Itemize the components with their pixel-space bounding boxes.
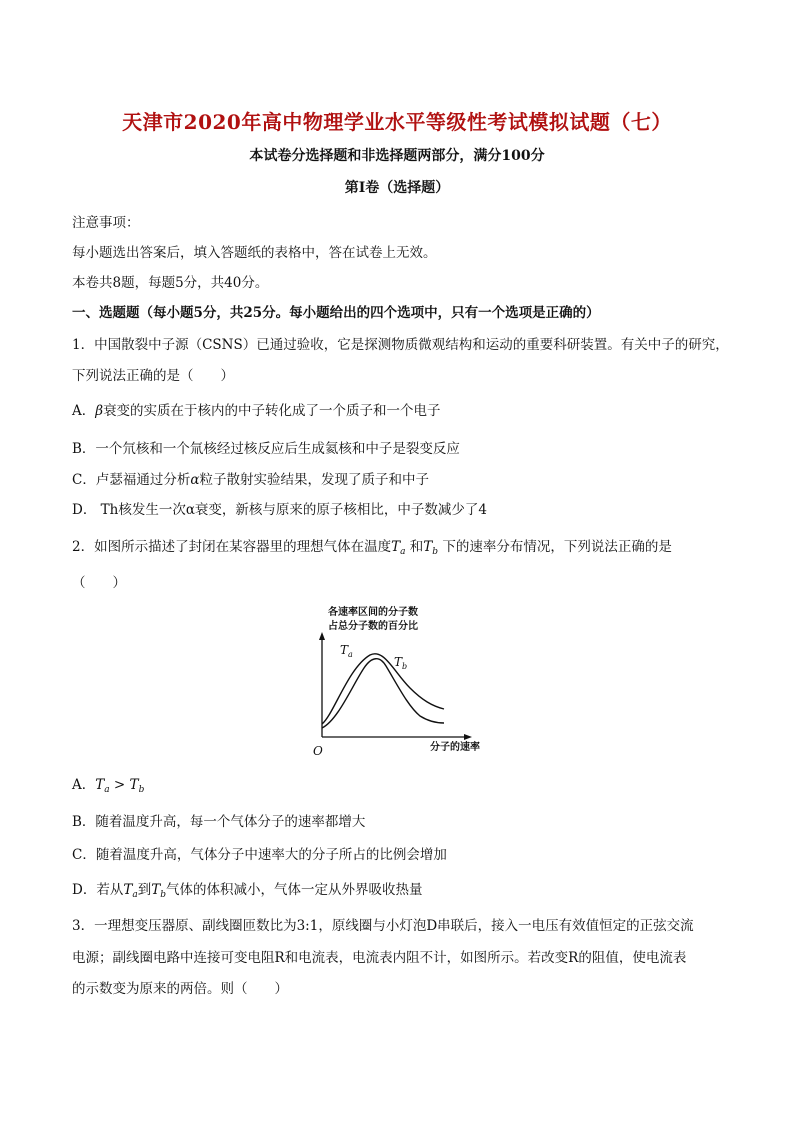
q1-option-a-prefix: A．	[72, 403, 96, 419]
curve-tb-label-main: T	[394, 655, 403, 669]
figure-xlabel: 分子的速率	[430, 742, 480, 753]
exam-title: 天津市2020年高中物理学业水平等级性考试模拟试题（七）	[122, 110, 672, 134]
q2-option-d-post: 气体的体积减小，气体一定从外界吸收热量	[166, 882, 423, 898]
q2-option-d	[72, 878, 732, 900]
temp-sub: b	[432, 547, 439, 557]
q1-option-b: B．一个氘核和一个氚核经过核反应后生成氦核和中子是裂变反应	[72, 441, 460, 457]
curve-ta-label-sub: a	[348, 650, 353, 659]
temp-symbol: T	[151, 882, 161, 898]
q1-option-d: D． Th核发生一次α衰变，新核与原来的原子核相比，中子数减少了4	[72, 502, 488, 518]
temp-symbol: T	[423, 539, 433, 555]
q1-stem-line-1: 1．中国散裂中子源（CSNS）已通过验收，它是探测物质微观结构和运动的重要科研装置。有关中子的研究，	[72, 337, 729, 353]
notes-line-1: 每小题选出答案后，填入答题纸的表格中，答在试卷上无效。	[72, 245, 437, 261]
exam-subtitle: 本试卷分选择题和非选择题两部分，满分100分	[249, 148, 545, 164]
temp-symbol: T	[95, 777, 105, 793]
distribution-graph	[312, 600, 482, 760]
q1-option-c-prefix: C．卢瑟福通过分析	[72, 472, 191, 488]
notes-line-2: 本卷共8题，每题5分，共40分。	[72, 275, 269, 291]
x-axis-arrow	[464, 734, 472, 740]
temp-sub: a	[104, 785, 110, 795]
q2-stem-line-1	[72, 535, 732, 557]
curve-ta-label-main: T	[340, 643, 349, 657]
curve-ta	[322, 654, 444, 724]
q1-option-c	[72, 468, 732, 488]
q3-stem-line-3: 的示数变为原来的两倍。则（ ）	[72, 981, 288, 997]
origin-label: O	[313, 744, 323, 758]
beta-symbol: β	[95, 403, 104, 419]
q2-option-a-prefix: A．	[72, 777, 96, 793]
speed-distribution-figure	[312, 600, 482, 760]
greater-than-sign: >	[109, 777, 130, 793]
temp-symbol: T	[123, 882, 133, 898]
q1-option-a	[72, 399, 732, 419]
temp-sub: b	[160, 890, 166, 900]
q2-option-b: B．随着温度升高，每一个气体分子的速率都增大	[72, 814, 366, 830]
q1-stem-line-2: 下列说法正确的是（ ）	[72, 368, 234, 384]
volume-heading: 第Ⅰ卷（选择题）	[344, 180, 450, 196]
q2-stem-mid: 和	[409, 539, 424, 555]
q3-stem-line-2: 电源；副线圈电路中连接可变电阻R和电流表，电流表内阻不计，如图所示。若改变R的阻值，使电流表	[72, 950, 687, 966]
section-heading: 一、选题题（每小题5分，共25分。每小题给出的四个选项中，只有一个选项是正确的）	[72, 305, 600, 321]
figure-ylabel-line-2: 占总分子数的百分比	[328, 621, 418, 632]
notes-heading: 注意事项：	[72, 215, 140, 231]
temp-sub: a	[132, 890, 138, 900]
q2-option-d-prefix: D．若从	[72, 882, 124, 898]
temp-sub: b	[138, 785, 145, 795]
q2-stem-post: 下的速率分布情况，下列说法正确的是	[442, 539, 672, 555]
q1-option-a-text: 衰变的实质在于核内的中子转化成了一个质子和一个电子	[103, 403, 441, 419]
temp-symbol: T	[391, 539, 401, 555]
y-axis-arrow	[319, 632, 325, 640]
q3-stem-line-1: 3．一理想变压器原、副线圈匝数比为3:1，原线圈与小灯泡D串联后，接入一电压有效值恒定的正弦交流	[72, 918, 694, 934]
q2-stem-pre: 2．如图所示描述了封闭在某容器里的理想气体在温度	[72, 539, 392, 555]
curve-tb-label-sub: b	[402, 662, 408, 671]
curve-tb-label	[394, 655, 407, 671]
q2-stem-line-2: （ ）	[72, 575, 126, 591]
q1-option-c-text: 粒子散射实验结果，发现了质子和中子	[199, 472, 429, 488]
temp-sub: a	[400, 547, 406, 557]
alpha-symbol: α	[190, 472, 200, 488]
temp-symbol: T	[129, 777, 139, 793]
q2-option-d-mid: 到	[137, 882, 152, 898]
q2-option-c: C．随着温度升高，气体分子中速率大的分子所占的比例会增加	[72, 847, 447, 863]
figure-ylabel-line-1: 各速率区间的分子数	[328, 607, 418, 618]
q2-option-a	[72, 773, 732, 795]
curve-ta-label	[340, 643, 353, 659]
